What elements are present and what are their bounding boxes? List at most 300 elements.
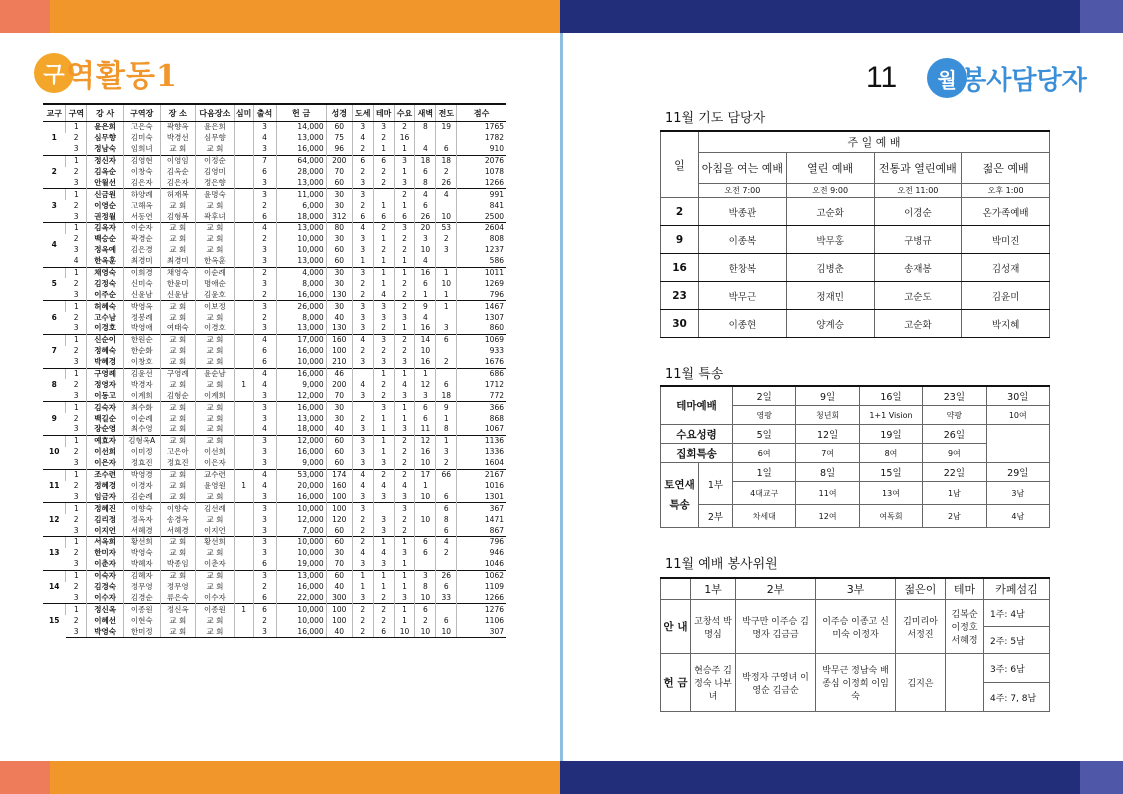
table-cell: 7,000 — [276, 525, 326, 536]
table-cell: 교 회 — [160, 536, 196, 547]
table-cell: 김정숙 — [87, 278, 124, 289]
table-cell: 1 — [373, 447, 394, 458]
table-cell: 16,000 — [276, 447, 326, 458]
prayer-leader-cell: 정재민 — [786, 282, 874, 310]
table-cell: 64,000 — [276, 155, 326, 166]
table-cell: 김옥순 — [160, 167, 196, 178]
table-cell — [234, 357, 253, 368]
table-cell: 김순례 — [123, 491, 160, 502]
table-cell: 841 — [457, 200, 506, 211]
table-cell: 1782 — [457, 133, 506, 144]
table-cell — [234, 570, 253, 581]
month-number: 11 — [866, 61, 898, 94]
table-cell: 이선희 — [196, 447, 235, 458]
service-time: 오전 9:00 — [786, 184, 874, 198]
column-header: 출석 — [253, 104, 276, 122]
table-cell: 3 — [253, 256, 276, 267]
table-cell: 이현숙 — [123, 615, 160, 626]
table-cell: 4 — [352, 223, 373, 234]
table-cell: 200 — [326, 155, 352, 166]
table-cell: 교 회 — [196, 435, 235, 446]
left-page-title — [34, 48, 178, 98]
table-cell — [234, 368, 253, 379]
table-cell: 13,000 — [276, 570, 326, 581]
singer-cell: 8여 — [859, 444, 922, 463]
table-cell: 70 — [326, 559, 352, 570]
table-cell: 96 — [326, 144, 352, 155]
singer-cell: 2남 — [923, 505, 986, 528]
table-cell: 10,000 — [276, 604, 326, 615]
table-cell: 1 — [352, 256, 373, 267]
table-cell: 3 — [394, 177, 415, 188]
district-number: 15 — [43, 604, 66, 638]
table-cell: 1069 — [457, 334, 506, 345]
table-cell: 2 — [253, 234, 276, 245]
table-cell: 이보정 — [196, 301, 235, 312]
table-cell: 교 회 — [196, 615, 235, 626]
table-row — [43, 155, 506, 166]
table-cell: 예효자 — [87, 435, 124, 446]
table-cell: 30 — [326, 301, 352, 312]
table-cell: 1062 — [457, 570, 506, 581]
table-cell: 6 — [253, 559, 276, 570]
title-mark: 월 — [927, 58, 967, 98]
table-cell: 2 — [73, 234, 79, 244]
table-cell — [234, 155, 253, 166]
table-cell: 정남숙 — [87, 144, 124, 155]
table-cell: 6 — [415, 200, 436, 211]
column-header: 도세 — [352, 104, 373, 122]
table-row — [43, 469, 506, 480]
table-row — [43, 211, 506, 222]
table-cell: 4 — [415, 189, 436, 200]
table-cell: 10,000 — [276, 536, 326, 547]
special-section-title: 11월 특송 — [665, 367, 724, 382]
prayer-leader-cell: 고순화 — [874, 310, 962, 338]
table-cell: 이수자 — [196, 592, 235, 603]
prayer-leader-cell: 박무근 — [699, 282, 787, 310]
table-row — [43, 357, 506, 368]
table-cell: 3 — [73, 458, 79, 468]
prayer-leader-cell: 김병춘 — [786, 254, 874, 282]
table-cell: 80 — [326, 223, 352, 234]
table-cell: 2 — [352, 514, 373, 525]
table-cell: 16 — [415, 357, 436, 368]
table-cell: 교 회 — [196, 223, 235, 234]
sat-label-line: 특송 — [669, 499, 690, 511]
table-row — [43, 223, 506, 234]
table-cell: 10 — [436, 211, 457, 222]
singer-cell: 3남 — [986, 482, 1049, 505]
table-cell: 교 회 — [160, 626, 196, 637]
prayer-leader-cell: 박미진 — [962, 226, 1050, 254]
table-cell: 이경호 — [196, 323, 235, 334]
district-number: 12 — [43, 503, 66, 537]
table-cell: 교 회 — [160, 234, 196, 245]
table-cell: 1 — [373, 200, 394, 211]
page-divider — [560, 33, 563, 761]
table-cell: 교 회 — [160, 469, 196, 480]
table-cell: 30 — [326, 200, 352, 211]
table-cell: 14,000 — [276, 122, 326, 133]
table-cell: 1266 — [457, 177, 506, 188]
table-cell: 13,000 — [276, 133, 326, 144]
col-header: 2부 — [736, 578, 816, 600]
part-label: 1부 — [699, 463, 733, 505]
table-cell: 12,000 — [276, 514, 326, 525]
table-cell: 7 — [253, 155, 276, 166]
day-cell: 23 — [661, 282, 699, 310]
table-cell: 16,000 — [276, 402, 326, 413]
table-row — [43, 491, 506, 502]
table-cell — [234, 267, 253, 278]
table-row — [43, 548, 506, 559]
col-header: 테마 — [946, 578, 984, 600]
table-cell: 18 — [436, 155, 457, 166]
table-row — [43, 368, 506, 379]
table-row — [43, 234, 506, 245]
table-cell: 2 — [436, 167, 457, 178]
table-cell: 4 — [394, 481, 415, 492]
singer-cell: 청년회 — [796, 406, 859, 425]
table-cell: 1 — [394, 615, 415, 626]
table-cell: 2 — [373, 346, 394, 357]
table-cell: 2 — [373, 615, 394, 626]
date-cell: 23일 — [923, 386, 986, 406]
prayer-leader-cell: 구병규 — [874, 226, 962, 254]
table-cell: 1 — [234, 604, 253, 615]
table-cell: 박영애 — [123, 323, 160, 334]
table-cell: 586 — [457, 256, 506, 267]
table-cell: 교 회 — [160, 379, 196, 390]
table-row — [43, 278, 506, 289]
table-row — [43, 390, 506, 401]
column-header: 테마 — [373, 104, 394, 122]
table-cell: 60 — [326, 570, 352, 581]
table-cell: 4 — [373, 481, 394, 492]
table-cell — [234, 402, 253, 413]
table-cell: 김영미 — [196, 167, 235, 178]
table-cell: 정옥예 — [87, 245, 124, 256]
table-cell: 2 — [373, 177, 394, 188]
table-cell: 10 — [436, 626, 457, 637]
table-cell: 4 — [415, 144, 436, 155]
table-cell: 100 — [326, 615, 352, 626]
table-cell: 고은숙 — [123, 122, 160, 133]
table-cell: 3 — [436, 323, 457, 334]
table-cell: 교 회 — [196, 245, 235, 256]
singer-cell: 4대교구 — [733, 482, 796, 505]
table-cell: 1 — [394, 536, 415, 547]
table-cell: 3 — [253, 177, 276, 188]
table-cell: 교 회 — [160, 223, 196, 234]
table-cell: 6 — [253, 211, 276, 222]
table-cell: 4 — [253, 379, 276, 390]
table-cell: 1109 — [457, 582, 506, 593]
table-cell: 19 — [436, 122, 457, 133]
table-cell: 서혜경 — [123, 525, 160, 536]
table-cell: 20,000 — [276, 481, 326, 492]
table-row — [43, 245, 506, 256]
prayer-leader-cell: 김윤미 — [962, 282, 1050, 310]
day-cell: 30 — [661, 310, 699, 338]
table-cell — [234, 167, 253, 178]
table-cell: 312 — [326, 211, 352, 222]
table-cell: 3 — [253, 503, 276, 514]
guide-label: 안 내 — [661, 600, 691, 654]
day-cell: 16 — [661, 254, 699, 282]
column-header: 전도 — [436, 104, 457, 122]
table-cell: 김경순 — [123, 592, 160, 603]
table-cell: 6 — [253, 167, 276, 178]
volunteer-cell: 박정자 구영녀 이영순 김금순 — [736, 654, 816, 712]
table-cell: 130 — [326, 289, 352, 300]
table-cell: 2 — [352, 200, 373, 211]
table-cell: 교 회 — [160, 435, 196, 446]
table-cell — [234, 424, 253, 435]
date-cell: 22일 — [923, 463, 986, 482]
singer-cell: 12여 — [796, 505, 859, 528]
table-cell: 정신자 — [87, 155, 124, 166]
table-cell: 이경자 — [123, 481, 160, 492]
table-cell: 6 — [436, 503, 457, 514]
service-table — [660, 577, 1050, 712]
table-cell: 3 — [415, 234, 436, 245]
prayer-leader-cell: 송재봉 — [874, 254, 962, 282]
table-cell: 130 — [326, 323, 352, 334]
table-cell: 10 — [415, 514, 436, 525]
column-header: 수요 — [394, 104, 415, 122]
table-cell: 2 — [373, 390, 394, 401]
table-cell: 30 — [326, 278, 352, 289]
volunteer-cell: 현승주 김정숙 나부녀 — [691, 654, 736, 712]
table-cell: 이은자 — [87, 458, 124, 469]
table-cell — [234, 615, 253, 626]
table-cell: 2 — [253, 312, 276, 323]
table-cell: 40 — [326, 626, 352, 637]
table-row — [43, 413, 506, 424]
table-cell: 16,000 — [276, 626, 326, 637]
table-cell: 6 — [373, 626, 394, 637]
table-cell: 4 — [373, 289, 394, 300]
table-cell: 4 — [352, 334, 373, 345]
table-cell: 한윤미 — [160, 278, 196, 289]
service-time: 오후 1:00 — [962, 184, 1050, 198]
volunteer-cell: 김미리아 서정진 — [896, 600, 946, 654]
table-cell: 1276 — [457, 604, 506, 615]
table-cell: 조수련 — [87, 469, 124, 480]
table-cell: 3 — [352, 189, 373, 200]
table-cell: 김영현 — [123, 155, 160, 166]
volunteer-cell: 고창석 박명심 — [691, 600, 736, 654]
table-cell: 1 — [436, 301, 457, 312]
table-cell — [234, 503, 253, 514]
table-cell: 3 — [73, 144, 79, 154]
table-cell: 1 — [66, 570, 87, 581]
table-row — [43, 323, 506, 334]
table-cell: 1 — [394, 582, 415, 593]
table-cell: 김은자 — [160, 177, 196, 188]
table-cell: 2 — [73, 379, 79, 389]
table-cell: 60 — [326, 525, 352, 536]
table-cell: 2 — [394, 334, 415, 345]
table-cell: 2 — [253, 200, 276, 211]
table-cell — [234, 536, 253, 547]
table-cell: 367 — [457, 503, 506, 514]
table-cell: 3 — [394, 548, 415, 559]
table-cell: 장순영 — [87, 424, 124, 435]
table-cell: 3 — [352, 301, 373, 312]
table-cell: 100 — [326, 604, 352, 615]
prayer-section-title: 11월 기도 담당자 — [665, 111, 766, 126]
table-cell — [234, 223, 253, 234]
table-cell: 1 — [394, 368, 415, 379]
table-cell: 1 — [66, 334, 87, 345]
table-cell: 53 — [436, 223, 457, 234]
table-cell: 6 — [436, 334, 457, 345]
table-cell: 796 — [457, 536, 506, 547]
table-cell: 교 회 — [160, 491, 196, 502]
table-cell — [436, 368, 457, 379]
table-cell: 10 — [415, 458, 436, 469]
table-row — [43, 582, 506, 593]
table-cell: 여태숙 — [160, 323, 196, 334]
sat-label — [661, 463, 699, 528]
table-cell: 3 — [73, 592, 79, 602]
table-cell: 53,000 — [276, 469, 326, 480]
table-cell: 3 — [253, 402, 276, 413]
table-cell: 3 — [73, 424, 79, 434]
table-cell: 2 — [394, 289, 415, 300]
table-cell: 김형순 — [160, 390, 196, 401]
table-cell: 13,000 — [276, 223, 326, 234]
table-cell: 2 — [253, 615, 276, 626]
table-cell: 1 — [394, 144, 415, 155]
table-cell: 4 — [352, 379, 373, 390]
prayer-row — [661, 282, 1050, 310]
table-cell: 300 — [326, 592, 352, 603]
table-cell: 30 — [326, 234, 352, 245]
table-cell: 2 — [73, 514, 79, 524]
prayer-row — [661, 310, 1050, 338]
prayer-leader-cell: 온가족예배 — [962, 198, 1050, 226]
table-cell: 정옥자 — [123, 514, 160, 525]
table-cell: 10 — [415, 592, 436, 603]
table-cell: 6 — [253, 592, 276, 603]
table-cell — [234, 390, 253, 401]
table-cell: 17 — [415, 469, 436, 480]
table-cell: 이순례 — [196, 267, 235, 278]
volunteer-cell: 박무근 정남숙 배종심 이정희 이임숙 — [816, 654, 896, 712]
table-cell: 75 — [326, 133, 352, 144]
table-cell: 2 — [415, 615, 436, 626]
table-cell: 3 — [373, 312, 394, 323]
table-cell: 70 — [326, 390, 352, 401]
table-cell: 9 — [436, 402, 457, 413]
column-header: 심미 — [234, 104, 253, 122]
table-cell: 3 — [73, 491, 79, 501]
prayer-leader-cell: 이종복 — [699, 226, 787, 254]
sat-label-line: 토연새 — [664, 479, 695, 491]
table-cell: 3 — [415, 390, 436, 401]
table-cell: 교 회 — [196, 312, 235, 323]
table-cell — [234, 312, 253, 323]
table-cell: 3 — [253, 245, 276, 256]
table-cell: 김혜자 — [123, 570, 160, 581]
table-cell: 3 — [394, 155, 415, 166]
table-cell: 교 회 — [196, 413, 235, 424]
table-cell: 4 — [253, 334, 276, 345]
table-cell: 3 — [352, 592, 373, 603]
table-cell: 2 — [436, 548, 457, 559]
date-cell: 1일 — [733, 463, 796, 482]
district-number: 10 — [43, 435, 66, 469]
table-row — [43, 604, 506, 615]
table-cell: 2 — [73, 615, 79, 625]
table-cell: 2 — [394, 245, 415, 256]
table-cell: 1712 — [457, 379, 506, 390]
volunteer-cell: 이주승 이종고 신미숙 이정자 — [816, 600, 896, 654]
district-number: 8 — [43, 368, 66, 402]
table-cell: 26 — [415, 211, 436, 222]
table-cell: 3 — [73, 559, 79, 569]
table-cell: 3 — [373, 402, 394, 413]
table-row — [43, 267, 506, 278]
table-cell: 허혜숙 — [87, 301, 124, 312]
cafe-cell: 2주: 5남 — [984, 627, 1050, 654]
table-cell: 채영숙 — [87, 267, 124, 278]
table-row — [43, 435, 506, 446]
table-cell: 1 — [394, 256, 415, 267]
table-cell: 14 — [415, 334, 436, 345]
table-cell: 3 — [373, 525, 394, 536]
table-cell: 6 — [253, 604, 276, 615]
table-cell: 윤명숙 — [196, 189, 235, 200]
table-cell: 윤은희 — [87, 122, 124, 133]
table-cell: 3 — [253, 458, 276, 469]
table-cell: 2 — [73, 278, 79, 288]
table-cell: 66 — [436, 469, 457, 480]
table-cell: 366 — [457, 402, 506, 413]
table-cell — [234, 346, 253, 357]
table-cell: 하양례 — [123, 189, 160, 200]
table-cell: 한순화 — [123, 346, 160, 357]
table-cell: 1 — [373, 582, 394, 593]
table-cell: 신윤남 — [160, 289, 196, 300]
table-cell: 김숙자 — [87, 402, 124, 413]
table-cell: 한옥훈 — [196, 256, 235, 267]
table-cell: 교 회 — [160, 301, 196, 312]
table-cell: 교 회 — [160, 357, 196, 368]
table-cell: 박영경 — [123, 469, 160, 480]
table-cell: 1 — [373, 536, 394, 547]
table-cell: 70 — [326, 167, 352, 178]
district-number: 14 — [43, 570, 66, 604]
table-cell: 8 — [415, 122, 436, 133]
table-cell: 김윤선 — [123, 368, 160, 379]
table-cell: 3 — [73, 289, 79, 299]
table-cell: 임희녀 — [123, 144, 160, 155]
service-name: 열린 예배 — [786, 153, 874, 184]
table-cell: 2 — [436, 458, 457, 469]
top-band — [0, 0, 1123, 33]
column-header: 구역 — [66, 104, 87, 122]
table-cell: 2604 — [457, 223, 506, 234]
table-cell — [234, 245, 253, 256]
table-cell: 이춘자 — [196, 559, 235, 570]
table-cell: 이향숙 — [160, 503, 196, 514]
table-row — [43, 559, 506, 570]
